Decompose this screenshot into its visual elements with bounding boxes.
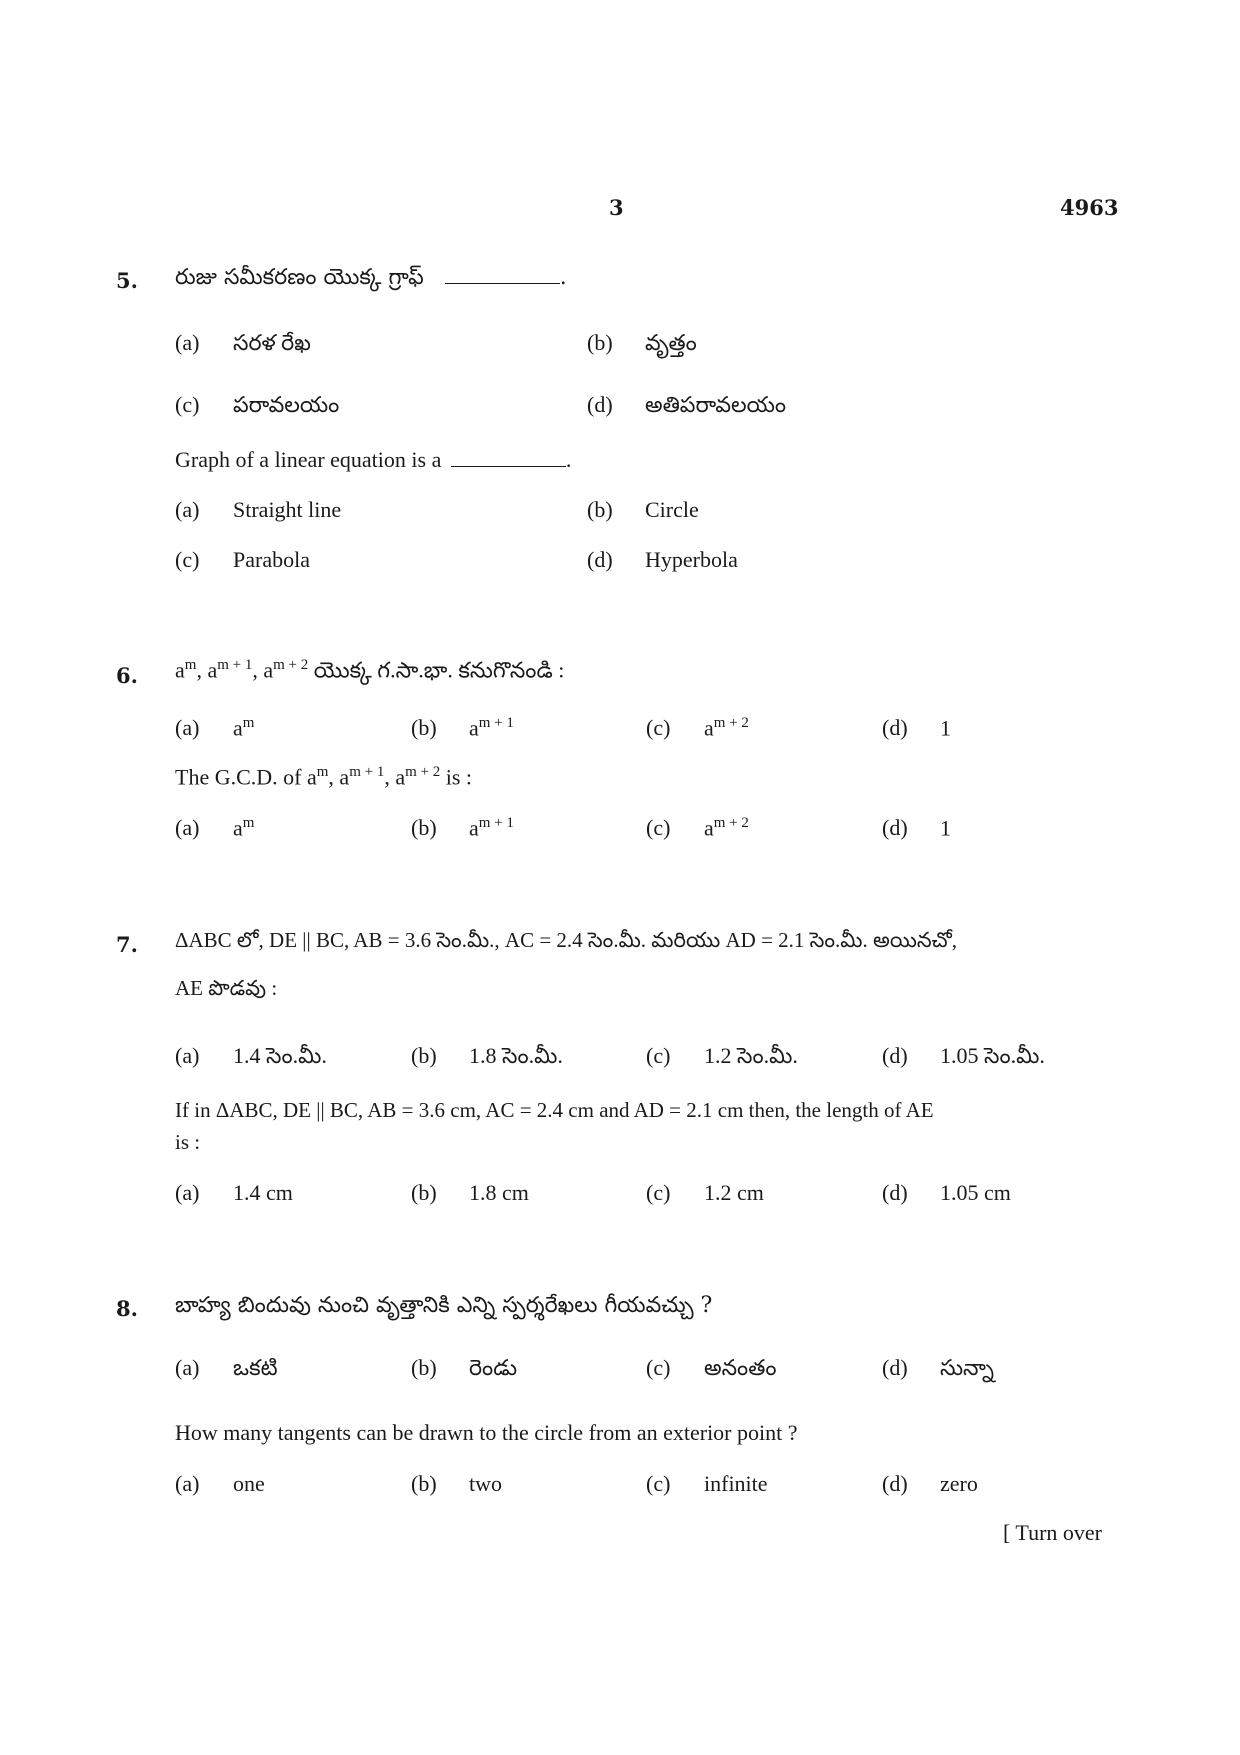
option-item: (b) two (411, 1471, 502, 1496)
option-item: (a) ఒకటి (175, 1355, 278, 1380)
question-text-english: Graph of a linear equation is a . (175, 447, 572, 472)
question-number: 8. (116, 1296, 138, 1321)
question-text-telugu-cont: AE పొడవు : (175, 976, 278, 1000)
question-text-telugu: $a^m$, $a^{m + 1}$, $a^{m + 2}$ యొక్క గ.సా.భా. కనుగొనండి : (175, 657, 565, 683)
option-item: (c) పరావలయం (175, 392, 340, 417)
option-item: (d) సున్నా (882, 1355, 994, 1380)
option-item: (a) 1.4 సెం.మీ. (175, 1043, 327, 1068)
paper-code: 4963 (1060, 195, 1119, 220)
turn-over-note: [ Turn over (1003, 1520, 1103, 1545)
option-item: (d) zero (882, 1471, 978, 1496)
question-text-english: How many tangents can be drawn to the circle from an exterior point ? (175, 1420, 798, 1445)
option-item: (a) Straight line (175, 497, 342, 522)
question-text-telugu: బాహ్య బిందువు నుంచి వృత్తానికి ఎన్ని స్పర్శరేఖలు గీయవచ్చు ? (175, 1293, 713, 1318)
question-text-telugu: ΔABC లో, DE || BC, AB = 3.6 సెం.మీ., AC = 2.4 సెం.మీ. మరియు AD = 2.1 సెం.మీ. అయినచో, (175, 928, 957, 952)
option-item: (b) $a^{m + 1}$ (411, 815, 514, 841)
question-number: 7. (116, 932, 138, 957)
option-item: (b) రెండు (411, 1355, 518, 1380)
option-item: (a) సరళ రేఖ (175, 330, 311, 355)
option-item: (c) $a^{m + 2}$ (646, 815, 749, 841)
answer-blank (451, 448, 566, 467)
option-item: (a) one (175, 1471, 265, 1496)
option-item: (a) $a^m$ (175, 715, 255, 741)
option-item: (d) 1 (882, 715, 951, 741)
option-item: (b) Circle (587, 497, 699, 522)
option-item: (c) $a^{m + 2}$ (646, 715, 749, 741)
question-text-english-cont: is : (175, 1130, 201, 1154)
option-item: (c) 1.2 cm (646, 1180, 764, 1205)
option-item: (b) వృత్తం (587, 330, 697, 355)
page-number: 3 (609, 195, 624, 220)
question-text-telugu: రుజు సమీకరణం యొక్క గ్రాఫ్ . (175, 265, 567, 290)
option-item: (a) $a^m$ (175, 815, 255, 841)
option-item: (a) 1.4 cm (175, 1180, 293, 1205)
question-text-english: If in ΔABC, DE || BC, AB = 3.6 cm, AC = 2.4 cm and AD = 2.1 cm then, the length of AE (175, 1098, 934, 1122)
option-item: (b) $a^{m + 1}$ (411, 715, 514, 741)
option-item: (c) 1.2 సెం.మీ. (646, 1043, 798, 1068)
option-item: (b) 1.8 cm (411, 1180, 529, 1205)
option-item: (c) Parabola (175, 547, 310, 572)
option-item: (d) 1.05 సెం.మీ. (882, 1043, 1045, 1068)
option-item: (c) అనంతం (646, 1355, 777, 1380)
option-item: (d) Hyperbola (587, 547, 738, 572)
answer-blank (445, 265, 560, 284)
question-text-english: The G.C.D. of $a^m$, $a^{m + 1}$, $a^{m + 2}$ is : (175, 764, 473, 790)
option-item: (b) 1.8 సెం.మీ. (411, 1043, 563, 1068)
option-item: (d) అతిపరావలయం (587, 392, 787, 417)
option-item: (d) 1 (882, 815, 951, 841)
question-number: 5. (116, 268, 138, 293)
option-item: (d) 1.05 cm (882, 1180, 1011, 1205)
question-number: 6. (116, 663, 138, 688)
option-item: (c) infinite (646, 1471, 768, 1496)
